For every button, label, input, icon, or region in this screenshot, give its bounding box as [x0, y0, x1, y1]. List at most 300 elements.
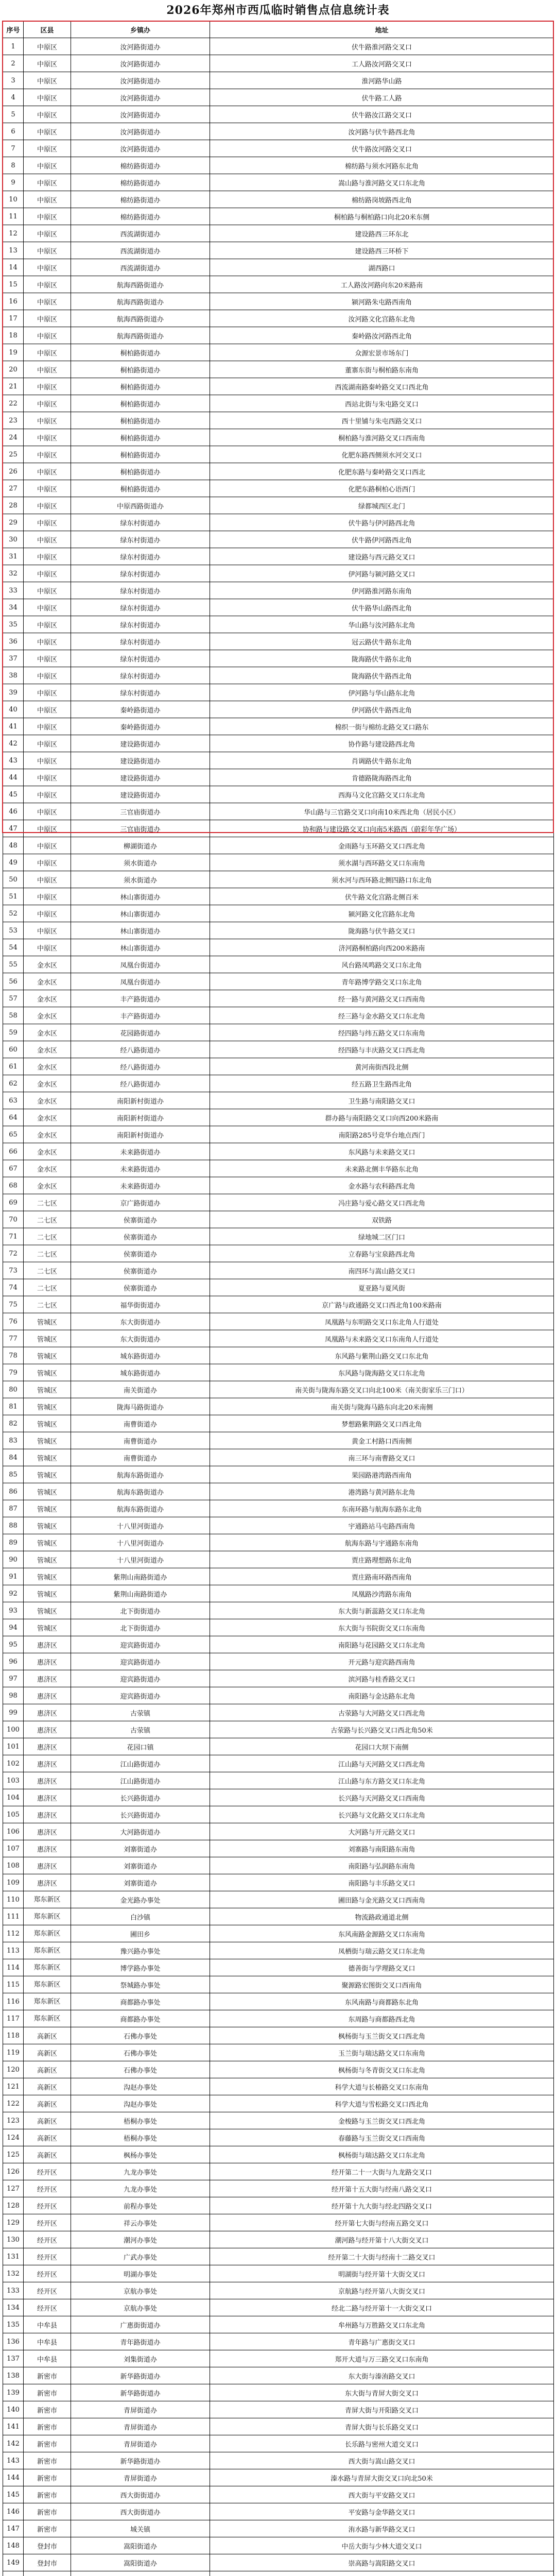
cell-index: 39 — [3, 684, 24, 701]
cell-index: 64 — [3, 1109, 24, 1126]
table-row — [3, 412, 554, 429]
table-row — [3, 735, 554, 752]
table-row — [3, 718, 554, 735]
cell-township: 博学路办事处 — [71, 1959, 210, 1976]
cell-address: 青屏大街与开阳路交叉口 — [210, 2401, 554, 2418]
cell-district: 中原区 — [24, 225, 71, 242]
cell-index: 133 — [3, 2282, 24, 2299]
cell-township: 侯寨街道办 — [71, 1245, 210, 1262]
sales-point-table — [3, 21, 554, 2576]
table-row — [3, 1619, 554, 1636]
cell-district: 郑东新区 — [24, 1976, 71, 1993]
table-row — [3, 2316, 554, 2333]
cell-address: 经开第二十一大街与九龙路交叉口 — [210, 2163, 554, 2180]
cell-address: 青年路博学路交叉口东北角 — [210, 973, 554, 990]
table-row — [3, 1075, 554, 1092]
table-row — [3, 1806, 554, 1823]
cell-district: 中牟县 — [24, 2316, 71, 2333]
table-row — [3, 1432, 554, 1449]
table-row — [3, 2231, 554, 2248]
cell-township: 建设路街道办 — [71, 786, 210, 803]
cell-index: 32 — [3, 565, 24, 582]
cell-index: 46 — [3, 803, 24, 820]
cell-index: 116 — [3, 1993, 24, 2010]
cell-township: 汝河路街道办 — [71, 123, 210, 140]
cell-index: 16 — [3, 293, 24, 310]
cell-township: 刘集街道办 — [71, 2350, 210, 2367]
cell-district: 郑东新区 — [24, 1942, 71, 1959]
cell-address: 牟州路与万胜路交叉口东北角 — [210, 2316, 554, 2333]
cell-index: 96 — [3, 1653, 24, 1670]
cell-district: 新密市 — [24, 2452, 71, 2469]
cell-township: 新华路街道办 — [71, 2452, 210, 2469]
cell-index: 83 — [3, 1432, 24, 1449]
cell-index: 57 — [3, 990, 24, 1007]
cell-township: 航海东路街道办 — [71, 1500, 210, 1517]
table-row — [3, 1585, 554, 1602]
table-row — [3, 89, 554, 106]
cell-index: 68 — [3, 1177, 24, 1194]
cell-address: 伏牛路淮河路交叉口 — [210, 38, 554, 55]
cell-township: 汝河路街道办 — [71, 89, 210, 106]
cell-district: 中原区 — [24, 378, 71, 395]
cell-township: 建设路街道办 — [71, 769, 210, 786]
cell-township: 梧桐办事处 — [71, 2129, 210, 2146]
table-row — [3, 208, 554, 225]
table-row — [3, 633, 554, 650]
cell-township: 迎宾路街道办 — [71, 1670, 210, 1687]
cell-address: 双铁路 — [210, 1211, 554, 1228]
cell-address: 西十里铺与朱屯西路交叉口 — [210, 412, 554, 429]
cell-index: 63 — [3, 1092, 24, 1109]
cell-district — [24, 2571, 71, 2576]
cell-district: 金水区 — [24, 1126, 71, 1143]
cell-township: 石佛办事处 — [71, 2061, 210, 2078]
cell-address: 江山路与天河路交叉口西北角 — [210, 1755, 554, 1772]
cell-address: 圃田路与金光路交叉口西南角 — [210, 1891, 554, 1908]
cell-township: 桐柏路街道办 — [71, 446, 210, 463]
table-row — [3, 514, 554, 531]
cell-district: 管城区 — [24, 1483, 71, 1500]
cell-address: 陇海路伏牛路西北角 — [210, 667, 554, 684]
cell-address: 工人路汝河路向东20米路南 — [210, 276, 554, 293]
cell-district: 中原区 — [24, 548, 71, 565]
cell-index: 31 — [3, 548, 24, 565]
table-row — [3, 820, 554, 837]
cell-district: 中原区 — [24, 497, 71, 514]
header-index: 序号 — [3, 21, 24, 38]
cell-township: 古荥镇 — [71, 1721, 210, 1738]
cell-township: 航海西路街道办 — [71, 327, 210, 344]
cell-district: 金水区 — [24, 1024, 71, 1041]
table-row — [3, 1483, 554, 1500]
cell-township: 明湖办事处 — [71, 2265, 210, 2282]
cell-district: 登封市 — [24, 2537, 71, 2554]
table-row — [3, 2027, 554, 2044]
cell-index: 65 — [3, 1126, 24, 1143]
cell-index: 23 — [3, 412, 24, 429]
cell-township: 十八里河街道办 — [71, 1517, 210, 1534]
cell-address: 东南环路与航海东路东北角 — [210, 1500, 554, 1517]
table-row — [3, 1551, 554, 1568]
cell-address: 绿都城西区北门 — [210, 497, 554, 514]
cell-address: 经开第二十大街与经南十二路交叉口 — [210, 2248, 554, 2265]
cell-index: 60 — [3, 1041, 24, 1058]
table-row — [3, 616, 554, 633]
cell-address: 德善街与学理路交叉口 — [210, 1959, 554, 1976]
cell-address: 大河路与开元路交叉口 — [210, 1823, 554, 1840]
table-row — [3, 1857, 554, 1874]
table-row — [3, 599, 554, 616]
cell-index: 121 — [3, 2078, 24, 2095]
cell-township: 航海东路街道办 — [71, 1466, 210, 1483]
cell-address: 东风南路与商都路东北角 — [210, 1993, 554, 2010]
cell-district: 惠济区 — [24, 1687, 71, 1704]
cell-district: 惠济区 — [24, 1789, 71, 1806]
cell-address: 金水路与农科路西北角 — [210, 1177, 554, 1194]
cell-district: 管城区 — [24, 1381, 71, 1398]
cell-index: 88 — [3, 1517, 24, 1534]
cell-address: 南关街与陇海东路交叉口向北100米（南关街家乐三门口） — [210, 1381, 554, 1398]
cell-index: 1 — [3, 38, 24, 55]
cell-index: 30 — [3, 531, 24, 548]
cell-address: 东大街与新蕊路交叉口东北角 — [210, 1602, 554, 1619]
cell-township: 刘寨街道办 — [71, 1840, 210, 1857]
table-row — [3, 2537, 554, 2554]
cell-index: 123 — [3, 2112, 24, 2129]
cell-district: 金水区 — [24, 1177, 71, 1194]
cell-township: 绿东村街道办 — [71, 616, 210, 633]
table-row — [3, 174, 554, 191]
cell-index: 43 — [3, 752, 24, 769]
cell-township: 航海西路街道办 — [71, 276, 210, 293]
cell-township: 九龙办事处 — [71, 2163, 210, 2180]
cell-township: 建设路街道办 — [71, 752, 210, 769]
table-row — [3, 2214, 554, 2231]
cell-address: 刘寨路与南阳路东南角 — [210, 1840, 554, 1857]
cell-index: 21 — [3, 378, 24, 395]
cell-address: 青屏大街与长乐路交叉口 — [210, 2418, 554, 2435]
cell-district: 管城区 — [24, 1568, 71, 1585]
cell-township: 桐柏路街道办 — [71, 361, 210, 378]
cell-address: 西大街与嵩山路交叉口 — [210, 2452, 554, 2469]
table-row — [3, 446, 554, 463]
cell-index: 139 — [3, 2384, 24, 2401]
cell-township: 迎宾路街道办 — [71, 1653, 210, 1670]
cell-address: 化肥东路与秦岭路交叉口西北 — [210, 463, 554, 480]
cell-district: 二七区 — [24, 1262, 71, 1279]
cell-township: 航海西路街道办 — [71, 293, 210, 310]
cell-district: 经开区 — [24, 2299, 71, 2316]
cell-address: 华山路与汝河路东北角 — [210, 616, 554, 633]
cell-address: 东大街与青屏大街交叉口 — [210, 2384, 554, 2401]
table-row — [3, 548, 554, 565]
cell-district: 管城区 — [24, 1313, 71, 1330]
table-row — [3, 667, 554, 684]
cell-address: 董寨东街与桐柏路东南角 — [210, 361, 554, 378]
cell-address: 伏牛路文化宫路北侧百米 — [210, 888, 554, 905]
cell-address: 玉兰街与瑞达路交叉口东南角 — [210, 2044, 554, 2061]
table-row — [3, 1347, 554, 1364]
table-row — [3, 2571, 554, 2576]
cell-index: 49 — [3, 854, 24, 871]
cell-township: 汝河路街道办 — [71, 140, 210, 157]
cell-township: 未来路街道办 — [71, 1177, 210, 1194]
cell-township: 绿东村街道办 — [71, 650, 210, 667]
cell-township: 圃田乡 — [71, 1925, 210, 1942]
cell-district: 金水区 — [24, 1092, 71, 1109]
cell-township: 航海东路街道办 — [71, 1483, 210, 1500]
cell-index: 106 — [3, 1823, 24, 1840]
cell-address: 须水河与西环路北侧四路口东北角 — [210, 871, 554, 888]
cell-township: 北下街街道办 — [71, 1602, 210, 1619]
cell-address: 枫杨街与瑞达路交叉口东北角 — [210, 2146, 554, 2163]
cell-district: 郑东新区 — [24, 1959, 71, 1976]
table-row — [3, 259, 554, 276]
cell-index: 124 — [3, 2129, 24, 2146]
cell-address: 贾庄路南环路西南角 — [210, 1568, 554, 1585]
cell-address: 伊河路与颍河路交叉口 — [210, 565, 554, 582]
cell-address: 枫杨街与冬青街交叉口东北角 — [210, 2061, 554, 2078]
table-row — [3, 1993, 554, 2010]
table-row — [3, 1330, 554, 1347]
cell-district: 二七区 — [24, 1296, 71, 1313]
cell-district: 中原区 — [24, 429, 71, 446]
table-row — [3, 650, 554, 667]
cell-index: 52 — [3, 905, 24, 922]
cell-district: 新密市 — [24, 2520, 71, 2537]
cell-index: 14 — [3, 259, 24, 276]
cell-district: 金水区 — [24, 1160, 71, 1177]
cell-address: 经开第十九大街与经北四路交叉口 — [210, 2197, 554, 2214]
cell-address: 溱水路与青屏大街交叉口向北50米 — [210, 2469, 554, 2486]
cell-township: 绿东村街道办 — [71, 548, 210, 565]
cell-index: 73 — [3, 1262, 24, 1279]
cell-index: 22 — [3, 395, 24, 412]
cell-township: 桐柏路街道办 — [71, 344, 210, 361]
table-row — [3, 1925, 554, 1942]
table-row — [3, 123, 554, 140]
cell-index: 9 — [3, 174, 24, 191]
cell-index: 97 — [3, 1670, 24, 1687]
cell-address: 立春路与宝泉路西北角 — [210, 1245, 554, 1262]
cell-index: 5 — [3, 106, 24, 123]
cell-township: 汝河路街道办 — [71, 38, 210, 55]
cell-address: 贾庄路理想路东北角 — [210, 1551, 554, 1568]
cell-township: 航海西路街道办 — [71, 310, 210, 327]
cell-district: 高新区 — [24, 2027, 71, 2044]
cell-index: 18 — [3, 327, 24, 344]
cell-index: 51 — [3, 888, 24, 905]
cell-address: 明湖街与经开第十大街交叉口 — [210, 2265, 554, 2282]
table-row — [3, 463, 554, 480]
cell-address: 建设路与西元路交叉口 — [210, 548, 554, 565]
cell-district: 中原区 — [24, 922, 71, 939]
table-row — [3, 1738, 554, 1755]
cell-township: 棉纺路街道办 — [71, 174, 210, 191]
cell-district: 经开区 — [24, 2248, 71, 2265]
cell-district: 中原区 — [24, 820, 71, 837]
table-row — [3, 1976, 554, 1993]
cell-address: 金梭路与玉兰街交叉口西北角 — [210, 2112, 554, 2129]
cell-township: 桐柏路街道办 — [71, 378, 210, 395]
cell-index: 3 — [3, 72, 24, 89]
table-row — [3, 1823, 554, 1840]
cell-district: 中原区 — [24, 871, 71, 888]
cell-index: 147 — [3, 2520, 24, 2537]
table-row — [3, 939, 554, 956]
cell-district: 中原区 — [24, 123, 71, 140]
cell-address: 西流湖南路秦岭路交叉口西北角 — [210, 378, 554, 395]
cell-district: 管城区 — [24, 1602, 71, 1619]
table-row — [3, 2520, 554, 2537]
cell-district: 新密市 — [24, 2503, 71, 2520]
table-row — [3, 1653, 554, 1670]
cell-district: 惠济区 — [24, 1772, 71, 1789]
cell-township: 棉纺路街道办 — [71, 157, 210, 174]
table-row — [3, 276, 554, 293]
table-row — [3, 140, 554, 157]
cell-index: 72 — [3, 1245, 24, 1262]
header-row — [3, 21, 554, 38]
cell-address: 长乐路与密州大道交叉口 — [210, 2435, 554, 2452]
cell-township: 南关街道办 — [71, 1381, 210, 1398]
cell-district: 高新区 — [24, 2095, 71, 2112]
cell-address: 洧水路与新华路交叉口 — [210, 2520, 554, 2537]
table-row — [3, 2418, 554, 2435]
cell-address: 东风路与紫荆山路交叉口东北角 — [210, 1347, 554, 1364]
cell-district: 高新区 — [24, 2112, 71, 2129]
table-row — [3, 1143, 554, 1160]
cell-district: 郑东新区 — [24, 1891, 71, 1908]
cell-township: 三官庙街道办 — [71, 803, 210, 820]
cell-index: 4 — [3, 89, 24, 106]
table-row — [3, 2350, 554, 2367]
cell-index: 38 — [3, 667, 24, 684]
cell-address: 建设路西三环东北 — [210, 225, 554, 242]
cell-district: 经开区 — [24, 2231, 71, 2248]
cell-address: 伏牛路伊河路西北角 — [210, 531, 554, 548]
cell-index: 99 — [3, 1704, 24, 1721]
table-row — [3, 225, 554, 242]
cell-township: 未来路街道办 — [71, 1143, 210, 1160]
table-row — [3, 157, 554, 174]
cell-address: 伏牛路汝河路交叉口 — [210, 140, 554, 157]
cell-district: 中原区 — [24, 701, 71, 718]
cell-index: 40 — [3, 701, 24, 718]
cell-address: 众源宏景市场东门 — [210, 344, 554, 361]
cell-township: 迎宾路街道办 — [71, 1636, 210, 1653]
cell-address: 东风路与陇海路交叉口东北角 — [210, 1364, 554, 1381]
cell-township: 枫杨办事处 — [71, 2146, 210, 2163]
cell-address: 冯庄路与爱心路交叉口西北角 — [210, 1194, 554, 1211]
cell-index: 136 — [3, 2333, 24, 2350]
table-row — [3, 1721, 554, 1738]
cell-address: 港湾路与黄河路东北角 — [210, 1483, 554, 1500]
cell-index: 85 — [3, 1466, 24, 1483]
cell-address: 潮河路与经开第十八大街交叉口 — [210, 2231, 554, 2248]
table-row — [3, 2367, 554, 2384]
cell-index: 129 — [3, 2214, 24, 2231]
cell-district: 高新区 — [24, 2044, 71, 2061]
cell-district: 新密市 — [24, 2469, 71, 2486]
cell-district: 高新区 — [24, 2078, 71, 2095]
cell-district: 金水区 — [24, 1058, 71, 1075]
cell-index: 91 — [3, 1568, 24, 1585]
cell-district: 中原区 — [24, 735, 71, 752]
table-row — [3, 1891, 554, 1908]
cell-address: 南阳路与花园路交叉口东北角 — [210, 1636, 554, 1653]
cell-index: 104 — [3, 1789, 24, 1806]
table-row — [3, 1296, 554, 1313]
cell-address: 聚源路宏图街交叉口西南角 — [210, 1976, 554, 1993]
cell-district: 中原区 — [24, 89, 71, 106]
cell-township: 青年路街道办 — [71, 2333, 210, 2350]
cell-township: 长兴路街道办 — [71, 1806, 210, 1823]
cell-district: 新密市 — [24, 2486, 71, 2503]
table-row — [3, 1704, 554, 1721]
cell-address: 建设路西三环桥下 — [210, 242, 554, 259]
table-row — [3, 837, 554, 854]
cell-district: 新密市 — [24, 2418, 71, 2435]
table-row — [3, 1415, 554, 1432]
cell-index: 70 — [3, 1211, 24, 1228]
cell-township: 青屏街道办 — [71, 2418, 210, 2435]
cell-township: 经八路街道办 — [71, 1041, 210, 1058]
cell-index: 2 — [3, 55, 24, 72]
cell-district: 郑东新区 — [24, 1908, 71, 1925]
table-row — [3, 55, 554, 72]
cell-township: 南曹街道办 — [71, 1432, 210, 1449]
table-row — [3, 2095, 554, 2112]
cell-district: 中原区 — [24, 718, 71, 735]
cell-index: 137 — [3, 2350, 24, 2367]
cell-index: 19 — [3, 344, 24, 361]
table-row — [3, 72, 554, 89]
table-row — [3, 922, 554, 939]
table-row — [3, 1500, 554, 1517]
cell-address: 淮河路华山路 — [210, 72, 554, 89]
cell-index: 118 — [3, 2027, 24, 2044]
cell-index: 34 — [3, 599, 24, 616]
cell-township: 经八路街道办 — [71, 1058, 210, 1075]
cell-district: 新密市 — [24, 2384, 71, 2401]
cell-district: 中原区 — [24, 786, 71, 803]
cell-address: 南三环与南曹路交叉口 — [210, 1449, 554, 1466]
cell-district: 郑东新区 — [24, 1993, 71, 2010]
cell-address: 金雨路与玉环路交叉口西北角 — [210, 837, 554, 854]
cell-address: 湖西路口 — [210, 259, 554, 276]
cell-index: 66 — [3, 1143, 24, 1160]
cell-address: 颍河路文化宫路东北角 — [210, 905, 554, 922]
cell-index: 33 — [3, 582, 24, 599]
cell-address: 南四环与嵩山路交叉口 — [210, 1262, 554, 1279]
cell-district: 管城区 — [24, 1585, 71, 1602]
table-row — [3, 361, 554, 378]
cell-index: 78 — [3, 1347, 24, 1364]
cell-township: 绿东村街道办 — [71, 684, 210, 701]
cell-address: 经三路与金水路交叉口东北角 — [210, 1007, 554, 1024]
cell-address: 经开第七大街与经南五路交叉口 — [210, 2214, 554, 2231]
cell-township: 汝河路街道办 — [71, 72, 210, 89]
cell-index: 27 — [3, 480, 24, 497]
cell-index: 20 — [3, 361, 24, 378]
cell-index: 48 — [3, 837, 24, 854]
cell-district: 中原区 — [24, 854, 71, 871]
cell-index: 108 — [3, 1857, 24, 1874]
cell-district: 中原区 — [24, 582, 71, 599]
cell-district: 郑东新区 — [24, 1925, 71, 1942]
